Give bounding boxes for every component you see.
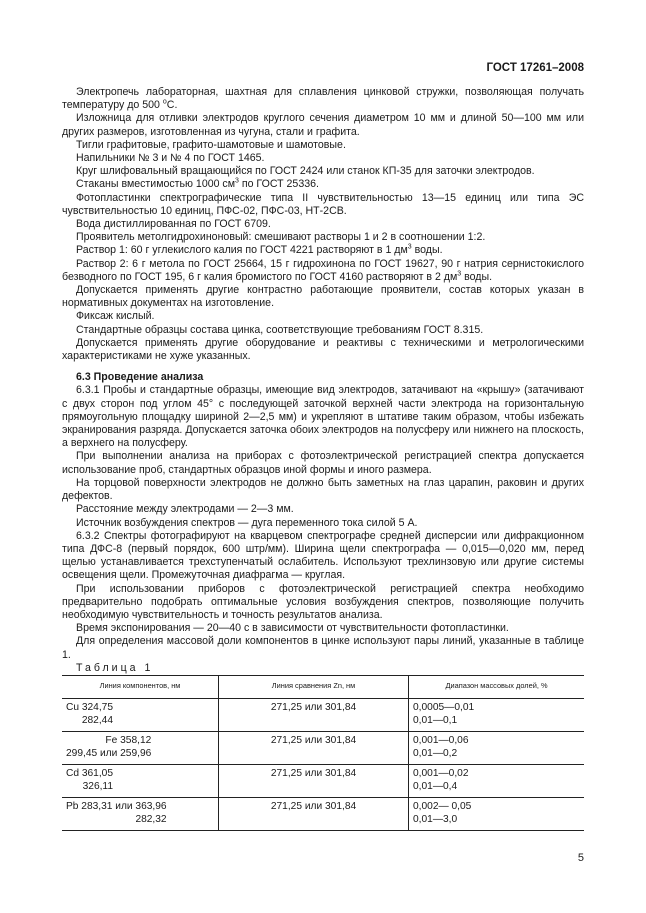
paragraph: Проявитель метолгидрохиноновый: смешивают растворы 1 и 2 в соотношении 1:2. bbox=[76, 231, 486, 244]
page-number: 5 bbox=[577, 852, 584, 864]
paragraph: 6.3.1 Пробы и стандартные образцы, имеющие вид электродов, затачивают на «крышу» (затачивают с двух сторон под углом 45° с последующей заточкой верхней части электрода на горизонтальную прямоугольную площадку шириной 2—2,5 мм) и укрепляют в штативе таким образом, чтобы избежать экранирования разряда. Допускается заточка обоих электродов на полусферу или нижнего на плоскость, а верхнего на полусферу. bbox=[62, 384, 584, 450]
mass-range-cell: 0,0005—0,01 0,01—0,1 bbox=[409, 699, 585, 732]
paragraph: Для определения массовой доли компонентов в цинке используют пары линий, указанные в таблице 1. bbox=[62, 635, 584, 661]
table-row bbox=[62, 798, 584, 831]
paragraph: Допускается применять другие оборудование и реактивы с техническими и метрологическими характеристиками не хуже указанных. bbox=[62, 336, 584, 363]
paragraph: Фотопластинки спектрографические типа II чувствительностью 13—15 единиц или типа ЭС чувствительностью 10 единиц, ПФС-02, ПФС-03, НТ-2СВ. bbox=[62, 191, 584, 217]
paragraph: 6.3.2 Спектры фотографируют на кварцевом спектрографе средней дисперсии или дифракционном типа ДФС-8 (первый порядок, 600 штр/мм). Ширина щели спектрографа — 0,015—0,020 мм, перед щелью устанавливается трехступенчатый ослабитель. Используют трехлинзовую или другие системы освещения щели. Промежуточная диафрагма — круглая. bbox=[62, 529, 584, 582]
paragraph: При использовании приборов с фотоэлектрической регистрацией спектра необходимо предварительно подобрать оптимальные условия возбуждения спектров, позволяющие получить необходимую чувствительность и точность результатов анализа. bbox=[62, 582, 584, 621]
component-lines-cell: Fe 358,12 299,45 или 259,96 bbox=[62, 732, 219, 765]
paragraph: Стандартные образцы состава цинка, соответствующие требованиям ГОСТ 8.315. bbox=[76, 323, 484, 336]
paragraph: Раствор 1: 60 г углекислого калия по ГОСТ 4221 растворяют в 1 $дм^3$ воды. bbox=[76, 243, 443, 257]
table-row bbox=[62, 732, 584, 765]
paragraph: Напильники № 3 и № 4 по ГОСТ 1465. bbox=[76, 152, 265, 165]
comparison-line-cell: 271,25 или 301,84 bbox=[219, 732, 409, 765]
equipment-list bbox=[62, 86, 584, 363]
paragraph: Вода дистиллированная по ГОСТ 6709. bbox=[76, 218, 271, 231]
paragraph: Стаканы вместимостью 1000 $см^3$ по ГОСТ 25336. bbox=[76, 177, 319, 191]
component-lines-cell: Pb 283,31 или 363,96 282,32 bbox=[62, 798, 219, 831]
comparison-line-cell: 271,25 или 301,84 bbox=[219, 699, 409, 732]
paragraph: На торцовой поверхности электродов не должно быть заметных на глаз царапин, раковин и других дефектов. bbox=[62, 476, 584, 503]
paragraph: Изложница для отливки электродов круглого сечения диаметром 10 мм и длиной 50—100 мм или других размеров, изготовленная из чугуна, стали и графита. bbox=[62, 112, 584, 138]
table-caption: Таблица 1 bbox=[76, 661, 154, 674]
comparison-line-cell: 271,25 или 301,84 bbox=[219, 765, 409, 798]
table-header-row bbox=[62, 675, 584, 699]
table-row bbox=[62, 765, 584, 798]
analysis-procedure bbox=[62, 384, 584, 661]
paragraph: Электропечь лабораторная, шахтная для сплавления цинковой стружки, позволяющая получать температуру до 500 $^o$С. bbox=[62, 86, 584, 112]
paragraph: Допускается применять другие контрастно работающие проявители, состав которых указан в нормативных документах на изготовление. bbox=[62, 284, 584, 310]
paragraph: При выполнении анализа на приборах с фотоэлектрической регистрацией спектра допускается использование проб, стандартных образцов иной формы и иного размера. bbox=[62, 450, 584, 476]
document-body bbox=[62, 86, 584, 831]
spectral-lines-table bbox=[62, 675, 584, 832]
mass-range-cell: 0,001—0,02 0,01—0,4 bbox=[409, 765, 585, 798]
component-lines-cell: Cu 324,75 282,44 bbox=[62, 699, 219, 732]
header-comparison-line: Линия сравнения Zn, нм bbox=[219, 675, 409, 699]
component-lines-cell: Cd 361,05 326,11 bbox=[62, 765, 219, 798]
header-mass-range: Диапазон массовых долей, % bbox=[409, 675, 585, 699]
paragraph: Источник возбуждения спектров — дуга переменного тока силой 5 А. bbox=[76, 516, 418, 529]
paragraph: Круг шлифовальный вращающийся по ГОСТ 2424 или станок КП-35 для заточки электродов. bbox=[76, 165, 535, 178]
header-component-lines: Линия компонентов, нм bbox=[62, 675, 219, 699]
paragraph: Время экспонирования — 20—40 с в зависимости от чувствительности фотопластинки. bbox=[76, 622, 509, 635]
document-code: ГОСТ 17261–2008 bbox=[486, 62, 584, 74]
paragraph: Раствор 2: 6 г метола по ГОСТ 25664, 15 г гидрохинона по ГОСТ 19627, 90 г натрия сернистокислого безводного по ГОСТ 195, 6 г калия бромистого по ГОСТ 4160 растворяют в 2 $дм^3$ воды. bbox=[62, 257, 584, 283]
paragraph: Расстояние между электродами — 2—3 мм. bbox=[76, 503, 294, 516]
table-row bbox=[62, 699, 584, 732]
mass-range-cell: 0,002— 0,05 0,01—3,0 bbox=[409, 798, 585, 831]
mass-range-cell: 0,001—0,06 0,01—0,2 bbox=[409, 732, 585, 765]
section-title: 6.3 Проведение анализа bbox=[76, 371, 204, 384]
comparison-line-cell: 271,25 или 301,84 bbox=[219, 798, 409, 831]
paragraph: Тигли графитовые, графито-шамотовые и шамотовые. bbox=[76, 138, 346, 151]
paragraph: Фиксаж кислый. bbox=[76, 310, 155, 323]
